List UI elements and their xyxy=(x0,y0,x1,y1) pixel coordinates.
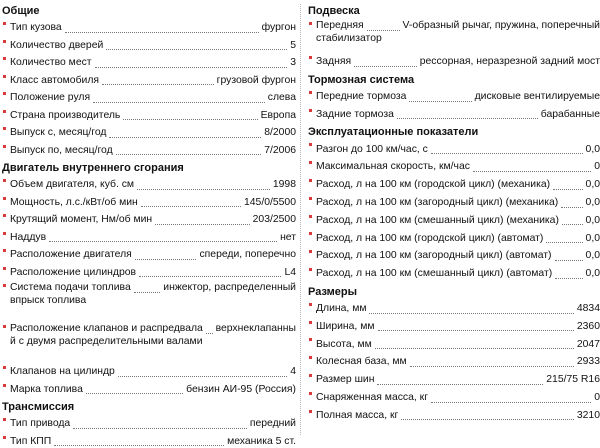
spec-label: Расход, л на 100 км (смешанный цикл) (автомат) xyxy=(316,268,552,281)
spec-label: Снаряженная масса, кг xyxy=(316,392,428,405)
section-right-3 xyxy=(306,281,600,423)
spec-row xyxy=(0,122,296,140)
dotted-leader xyxy=(116,153,262,155)
spec-row xyxy=(306,245,600,263)
spec-label: Крутящий момент, Нм/об мин xyxy=(10,214,152,227)
spec-label: Максимальная скорость, км/час xyxy=(316,161,470,174)
spec-label: Расположение клапанов и распредвала xyxy=(10,323,203,336)
dotted-leader xyxy=(555,259,583,261)
section-title: Эксплуатационные показатели xyxy=(308,121,600,138)
spec-value: 2360 xyxy=(577,321,600,334)
spec-row xyxy=(306,104,600,122)
section-left-2 xyxy=(0,396,296,448)
spec-value-continuation: впрыск топлива xyxy=(10,295,296,308)
spec-row xyxy=(0,279,296,320)
spec-row xyxy=(0,227,296,245)
spec-value: барабанные xyxy=(541,109,600,122)
spec-label: Колесная база, мм xyxy=(316,356,407,369)
spec-label: Разгон до 100 км/час, с xyxy=(316,144,428,157)
spec-row xyxy=(0,361,296,379)
spec-label: Марка топлива xyxy=(10,384,83,397)
dotted-leader xyxy=(109,136,261,138)
dotted-leader xyxy=(354,65,417,67)
dotted-leader xyxy=(155,223,250,225)
spec-label: Длина, мм xyxy=(316,303,366,316)
spec-label: Задние тормоза xyxy=(316,109,394,122)
spec-row xyxy=(306,351,600,369)
spec-value: 7/2006 xyxy=(264,145,296,158)
spec-value: 215/75 R16 xyxy=(546,374,600,387)
spec-label: Объем двигателя, куб. см xyxy=(10,179,134,192)
spec-value: передний xyxy=(250,418,296,431)
spec-value: L4 xyxy=(284,267,296,280)
spec-label: Положение руля xyxy=(10,92,90,105)
spec-row xyxy=(0,244,296,262)
spec-label: Ширина, мм xyxy=(316,321,375,334)
dotted-leader xyxy=(431,401,591,403)
spec-label: Расход, л на 100 км (городской цикл) (механика) xyxy=(316,179,550,192)
spec-row xyxy=(306,210,600,228)
dotted-leader xyxy=(135,258,197,260)
spec-row xyxy=(306,405,600,423)
spec-value: 5 xyxy=(290,40,296,53)
dotted-leader xyxy=(431,152,583,154)
spec-row xyxy=(0,174,296,192)
spec-label: Высота, мм xyxy=(316,339,372,352)
spec-value: 0,0 xyxy=(586,233,600,246)
spec-label: Страна производитель xyxy=(10,110,120,123)
spec-row xyxy=(306,263,600,281)
section-title: Общие xyxy=(2,0,296,17)
spec-value: механика 5 ст. xyxy=(227,436,296,448)
dotted-leader xyxy=(409,100,471,102)
spec-label: Класс автомобиля xyxy=(10,75,99,88)
section-right-2 xyxy=(306,121,600,280)
spec-value: верхнеклапанны xyxy=(216,323,296,336)
spec-row xyxy=(0,87,296,105)
dotted-leader xyxy=(562,223,583,225)
spec-label: Полная масса, кг xyxy=(316,410,398,423)
spec-row xyxy=(306,227,600,245)
spec-value: 145/0/5500 xyxy=(244,197,296,210)
spec-value: 2047 xyxy=(577,339,600,352)
spec-row xyxy=(0,262,296,280)
dotted-leader xyxy=(367,29,400,31)
spec-value: 2933 xyxy=(577,356,600,369)
spec-label: Задняя xyxy=(316,56,351,69)
spec-row xyxy=(306,387,600,405)
dotted-leader xyxy=(369,312,573,314)
spec-value: 1998 xyxy=(273,179,296,192)
spec-value: 0,0 xyxy=(586,197,600,210)
dotted-leader xyxy=(106,48,287,50)
spec-value: 0,0 xyxy=(586,179,600,192)
spec-value: 3 xyxy=(290,57,296,70)
dotted-leader xyxy=(546,241,582,243)
spec-value-continuation: стабилизатор xyxy=(316,33,600,46)
spec-row xyxy=(306,51,600,69)
spec-label: Количество дверей xyxy=(10,40,103,53)
spec-row xyxy=(306,316,600,334)
section-title: Трансмиссия xyxy=(2,396,296,413)
spec-label: Тип привода xyxy=(10,418,70,431)
spec-value: 8/2000 xyxy=(264,127,296,140)
dotted-leader xyxy=(139,275,281,277)
spec-label: Расход, л на 100 км (городской цикл) (автомат) xyxy=(316,233,543,246)
spec-row xyxy=(0,209,296,227)
spec-row xyxy=(0,140,296,158)
spec-label: Передние тормоза xyxy=(316,91,406,104)
dotted-leader xyxy=(378,329,574,331)
spec-value: Европа xyxy=(261,110,296,123)
spec-row xyxy=(0,70,296,88)
spec-row xyxy=(0,17,296,35)
spec-value: дисковые вентилируемые xyxy=(475,91,600,104)
spec-row xyxy=(0,431,296,448)
spec-label: Количество мест xyxy=(10,57,92,70)
spec-value: 0,0 xyxy=(586,250,600,263)
dotted-leader xyxy=(397,117,538,119)
section-right-0 xyxy=(306,0,600,69)
spec-row xyxy=(0,52,296,70)
section-title: Двигатель внутреннего сгорания xyxy=(2,157,296,174)
right-column xyxy=(306,0,600,422)
dotted-leader xyxy=(561,206,582,208)
spec-value: бензин АИ-95 (Россия) xyxy=(186,384,296,397)
spec-value: 0,0 xyxy=(586,215,600,228)
section-right-1 xyxy=(306,69,600,122)
dotted-leader xyxy=(65,31,259,33)
spec-label: Тип кузова xyxy=(10,22,62,35)
spec-value: 203/2500 xyxy=(253,214,296,227)
dotted-leader xyxy=(102,83,214,85)
dotted-leader xyxy=(401,418,574,420)
section-title: Тормозная система xyxy=(308,69,600,86)
spec-row xyxy=(306,17,600,51)
dotted-leader xyxy=(473,170,591,172)
spec-label: Наддув xyxy=(10,232,46,245)
spec-label: Выпуск по, месяц/год xyxy=(10,145,113,158)
section-title: Размеры xyxy=(308,281,600,298)
spec-value: 3210 xyxy=(577,410,600,423)
spec-label: Расход, л на 100 км (загородный цикл) (механика) xyxy=(316,197,558,210)
spec-value: инжектор, распределенный xyxy=(163,282,296,295)
dotted-leader xyxy=(410,365,574,367)
dotted-leader xyxy=(73,427,247,429)
spec-row xyxy=(306,174,600,192)
spec-label: Размер шин xyxy=(316,374,374,387)
spec-label: Клапанов на цилиндр xyxy=(10,366,115,379)
dotted-leader xyxy=(377,383,543,385)
spec-row xyxy=(0,320,296,361)
spec-value: 0,0 xyxy=(586,268,600,281)
spec-row xyxy=(306,298,600,316)
spec-row xyxy=(0,379,296,397)
spec-row xyxy=(306,156,600,174)
spec-value: V-образный рычаг, пружина, поперечный xyxy=(403,20,600,33)
spec-label: Расположение двигателя xyxy=(10,249,132,262)
spec-value: 0 xyxy=(594,161,600,174)
spec-row xyxy=(306,333,600,351)
spec-row xyxy=(306,192,600,210)
dotted-leader xyxy=(95,66,288,68)
dotted-leader xyxy=(137,188,270,190)
dotted-leader xyxy=(118,375,287,377)
spec-value: спереди, поперечно xyxy=(199,249,296,262)
spec-row xyxy=(0,35,296,53)
section-title: Подвеска xyxy=(308,0,600,17)
spec-row xyxy=(306,86,600,104)
spec-value: грузовой фургон xyxy=(217,75,296,88)
dotted-leader xyxy=(54,444,224,446)
spec-value: 0 xyxy=(594,392,600,405)
left-column xyxy=(0,0,296,448)
spec-value: 4834 xyxy=(577,303,600,316)
column-divider xyxy=(300,4,301,435)
spec-value: фургон xyxy=(262,22,296,35)
spec-label: Мощность, л.с./кВт/об мин xyxy=(10,197,138,210)
spec-value: нет xyxy=(280,232,296,245)
dotted-leader xyxy=(206,332,213,334)
dotted-leader xyxy=(49,240,277,242)
spec-value-continuation: й с двумя распределительными валами xyxy=(10,336,296,349)
spec-row xyxy=(306,369,600,387)
dotted-leader xyxy=(93,101,265,103)
spec-value: 4 xyxy=(290,366,296,379)
dotted-leader xyxy=(123,118,257,120)
spec-label: Выпуск с, месяц/год xyxy=(10,127,106,140)
spec-label: Передняя xyxy=(316,20,364,33)
spec-label: Система подачи топлива xyxy=(10,282,131,295)
dotted-leader xyxy=(553,188,582,190)
spec-value: рессорная, неразрезной задний мост xyxy=(420,56,600,69)
dotted-leader xyxy=(134,291,161,293)
dotted-leader xyxy=(555,277,582,279)
dotted-leader xyxy=(86,392,183,394)
spec-row xyxy=(306,138,600,156)
dotted-leader xyxy=(141,205,241,207)
spec-label: Расположение цилиндров xyxy=(10,267,136,280)
spec-label: Расход, л на 100 км (загородный цикл) (автомат) xyxy=(316,250,552,263)
dotted-leader xyxy=(375,347,574,349)
spec-value: слева xyxy=(268,92,296,105)
spec-label: Тип КПП xyxy=(10,436,51,448)
spec-row xyxy=(0,105,296,123)
spec-label: Расход, л на 100 км (смешанный цикл) (механика) xyxy=(316,215,559,228)
section-left-1 xyxy=(0,157,296,396)
section-left-0 xyxy=(0,0,296,157)
spec-row xyxy=(0,192,296,210)
spec-row xyxy=(0,413,296,431)
spec-value: 0,0 xyxy=(586,144,600,157)
